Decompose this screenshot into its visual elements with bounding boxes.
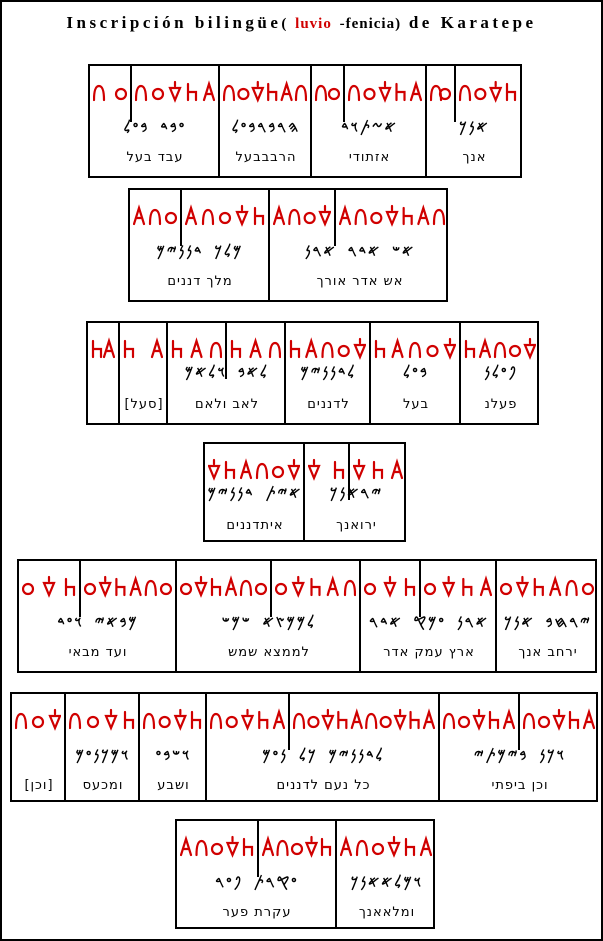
phoenician-text: 𐤋𐤌𐤌𐤑𐤀 𐤔𐤌𐤔 [221,613,317,631]
hebrew-transliteration: ומכעס [82,778,124,793]
glyph-divider [288,694,290,750]
luwian-hieroglyph-block [353,452,403,486]
title-part3: de Karatepe [408,13,537,32]
luwian-hieroglyph-block [123,331,163,365]
glyph-divider [454,66,456,122]
glyph-divider [520,66,522,122]
phoenician-text: 𐤋𐤃𐤍𐤍𐤉𐤌 [300,363,357,381]
luwian-hieroglyph-block [289,331,366,365]
title-part2: -fenicia) [339,16,402,32]
luwian-hieroglyph-block [364,569,416,603]
luwian-hieroglyph-block [84,569,172,603]
hebrew-transliteration: [סעל] [124,397,164,412]
phoenician-text: 𐤁𐤏𐤋 [403,363,429,381]
hieroglyph-icon [180,569,267,603]
hieroglyph-icon [339,198,445,232]
inscription-row-4 [203,442,406,542]
hebrew-transliteration: ושבע [157,778,190,793]
glyph-divider [79,561,81,617]
hieroglyph-icon [185,198,265,232]
phoenician-text: 𐤅𐤔𐤁𐤏 [155,746,192,764]
phoenician-text: 𐤋𐤀𐤁 𐤅𐤋𐤀𐤌 [185,363,269,381]
hieroglyph-icon [208,452,300,486]
phoenician-text: 𐤋𐤃𐤍𐤍𐤉𐤌 𐤊𐤋 𐤍𐤏𐤌 [262,746,385,764]
hieroglyph-icon [275,569,356,603]
hieroglyph-icon [289,331,366,365]
hieroglyph-icon [230,331,281,365]
hebrew-transliteration: אנך [462,150,487,165]
glyph-divider [343,66,345,122]
hebrew-transliteration: וכן ביפתי [491,778,549,793]
luwian-hieroglyph-block [262,829,332,863]
inscription-row-5 [17,559,597,673]
inscription-row-6 [10,692,598,802]
hieroglyph-icon [210,702,285,736]
hieroglyph-icon [340,829,432,863]
luwian-hieroglyph-block [293,702,435,736]
luwian-hieroglyph-block [135,74,215,108]
hieroglyph-icon [91,331,115,365]
hebrew-transliteration: עקרת פער [222,905,292,920]
hieroglyph-icon [15,702,61,736]
hebrew-transliteration: איתדננים [226,518,284,533]
phoenician-text: 𐤐𐤏𐤋𐤍 [484,363,518,381]
hebrew-transliteration: מלך דננים [167,274,233,289]
glyph-divider [130,66,132,122]
luwian-hieroglyph-block [500,569,594,603]
glyph-divider [257,821,259,877]
hebrew-transliteration: כל נעם לדננים [276,778,371,793]
luwian-hieroglyph-block [443,702,515,736]
inscription-row-2 [128,188,448,302]
title-open-paren: ( [281,16,288,32]
hieroglyph-icon [353,452,403,486]
hebrew-transliteration: אש אדר אורך [316,274,404,289]
title-part1: Inscripción bilingüe [66,13,282,32]
hebrew-transliteration: לדננים [307,397,350,412]
hieroglyph-icon [223,74,307,108]
luwian-hieroglyph-block [230,331,281,365]
hebrew-transliteration: ועד מבאי [68,645,128,660]
luwian-hieroglyph-block [223,74,307,108]
hieroglyph-icon [262,829,332,863]
phoenician-text: 𐤅𐤌𐤊𐤍𐤏𐤌 [75,746,131,764]
luwian-hieroglyph-block [340,829,432,863]
hieroglyph-icon [133,198,177,232]
hieroglyph-icon [443,702,515,736]
phoenician-text: 𐤉𐤓𐤀𐤍𐤊 [330,484,383,502]
hieroglyph-icon [459,74,517,108]
hebrew-transliteration: ירואנך [336,518,377,533]
hieroglyph-icon [22,569,76,603]
luwian-hieroglyph-block [273,198,331,232]
phoenician-text: 𐤄𐤓𐤁𐤓𐤁𐤏𐤋 [231,118,301,136]
luwian-hieroglyph-block [275,569,356,603]
hebrew-transliteration: [וכן] [24,778,54,793]
luwian-hieroglyph-block [69,702,135,736]
luwian-hieroglyph-block [133,198,177,232]
inscription-row-7 [175,819,435,929]
luwian-hieroglyph-block [143,702,202,736]
hieroglyph-icon [348,74,422,108]
luwian-hieroglyph-block [208,452,300,486]
hieroglyph-icon [374,331,456,365]
hieroglyph-icon [500,569,594,603]
page-title [2,13,601,33]
luwian-hieroglyph-block [430,74,451,108]
hebrew-transliteration: ומלאאנך [358,905,416,920]
glyph-divider [270,561,272,617]
glyph-divider [334,190,336,246]
hieroglyph-icon [424,569,492,603]
hieroglyph-icon [293,702,435,736]
hieroglyph-icon [464,331,536,365]
luwian-hieroglyph-block [93,74,127,108]
luwian-hieroglyph-block [22,569,76,603]
hieroglyph-icon [364,569,416,603]
inscription-row-3 [86,321,539,425]
phoenician-text: 𐤀𐤓𐤍 𐤏𐤌𐤒 𐤀𐤃𐤓 [369,613,489,631]
phoenician-text: 𐤀𐤍𐤊 [459,118,490,136]
hieroglyph-icon [180,829,254,863]
luwian-hieroglyph-block [459,74,517,108]
luwian-hieroglyph-block [91,331,115,365]
glyph-divider [419,561,421,617]
hebrew-transliteration: ירחב אנך [518,645,578,660]
luwian-hieroglyph-block [315,74,340,108]
hieroglyph-icon [143,702,202,736]
phoenician-text: 𐤀𐤆𐤕𐤅𐤃 [341,118,398,136]
luwian-hieroglyph-block [374,331,456,365]
hebrew-transliteration: הרבבבעל [235,150,297,165]
hebrew-transliteration: לממצא שמש [228,645,310,660]
phoenician-text: 𐤏𐤁𐤃 𐤁𐤏𐤋 [123,118,187,136]
hieroglyph-icon [123,331,163,365]
hieroglyph-icon [523,702,595,736]
hieroglyph-icon [430,74,451,108]
phoenician-text: 𐤀𐤔 𐤀𐤃𐤓 𐤀𐤓𐤍 [304,242,416,260]
hieroglyph-icon [308,452,345,486]
hieroglyph-icon [273,198,331,232]
luwian-hieroglyph-block [523,702,595,736]
inscription-row-1 [88,64,522,178]
luwian-hieroglyph-block [185,198,265,232]
luwian-hieroglyph-block [348,74,422,108]
hieroglyph-icon [84,569,172,603]
phoenician-text: 𐤅𐤊𐤍 𐤁𐤉𐤌𐤕𐤉 [474,746,566,764]
glyph-divider [180,190,182,246]
title-luvio: luvio [295,16,332,32]
hieroglyph-icon [171,331,222,365]
hebrew-transliteration: לאב ולאם [195,397,259,412]
phoenician-text: 𐤏𐤒𐤓𐤕 𐤐𐤏𐤓 [215,873,299,891]
hebrew-transliteration: פעלנ [484,397,518,412]
luwian-hieroglyph-block [308,452,345,486]
phoenician-text: 𐤀𐤉𐤕 𐤃𐤍𐤍𐤉𐤌 [207,484,303,502]
luwian-hieroglyph-block [339,198,445,232]
luwian-hieroglyph-block [180,829,254,863]
hebrew-transliteration: עבד בעל [126,150,184,165]
hieroglyph-icon [93,74,127,108]
hieroglyph-icon [315,74,340,108]
hebrew-transliteration: בעל [402,397,430,412]
hebrew-transliteration: ארץ עמק אדר [383,645,475,660]
luwian-hieroglyph-block [171,331,222,365]
hieroglyph-icon [135,74,215,108]
luwian-hieroglyph-block [15,702,61,736]
phoenician-text: 𐤌𐤁𐤀𐤉 𐤅𐤏𐤃 [57,613,139,631]
luwian-hieroglyph-block [424,569,492,603]
phoenician-text: 𐤌𐤋𐤊 𐤃𐤍𐤍𐤉𐤌 [156,242,244,260]
phoenician-text: 𐤉𐤓𐤇𐤁 𐤀𐤍𐤊 [504,613,592,631]
hebrew-transliteration: אזתודי [348,150,391,165]
luwian-hieroglyph-block [210,702,285,736]
glyph-divider [518,694,520,750]
phoenician-text: 𐤅𐤌𐤋𐤀𐤀𐤍𐤊 [350,873,424,891]
hieroglyph-icon [69,702,135,736]
luwian-hieroglyph-block [464,331,536,365]
luwian-hieroglyph-block [180,569,267,603]
